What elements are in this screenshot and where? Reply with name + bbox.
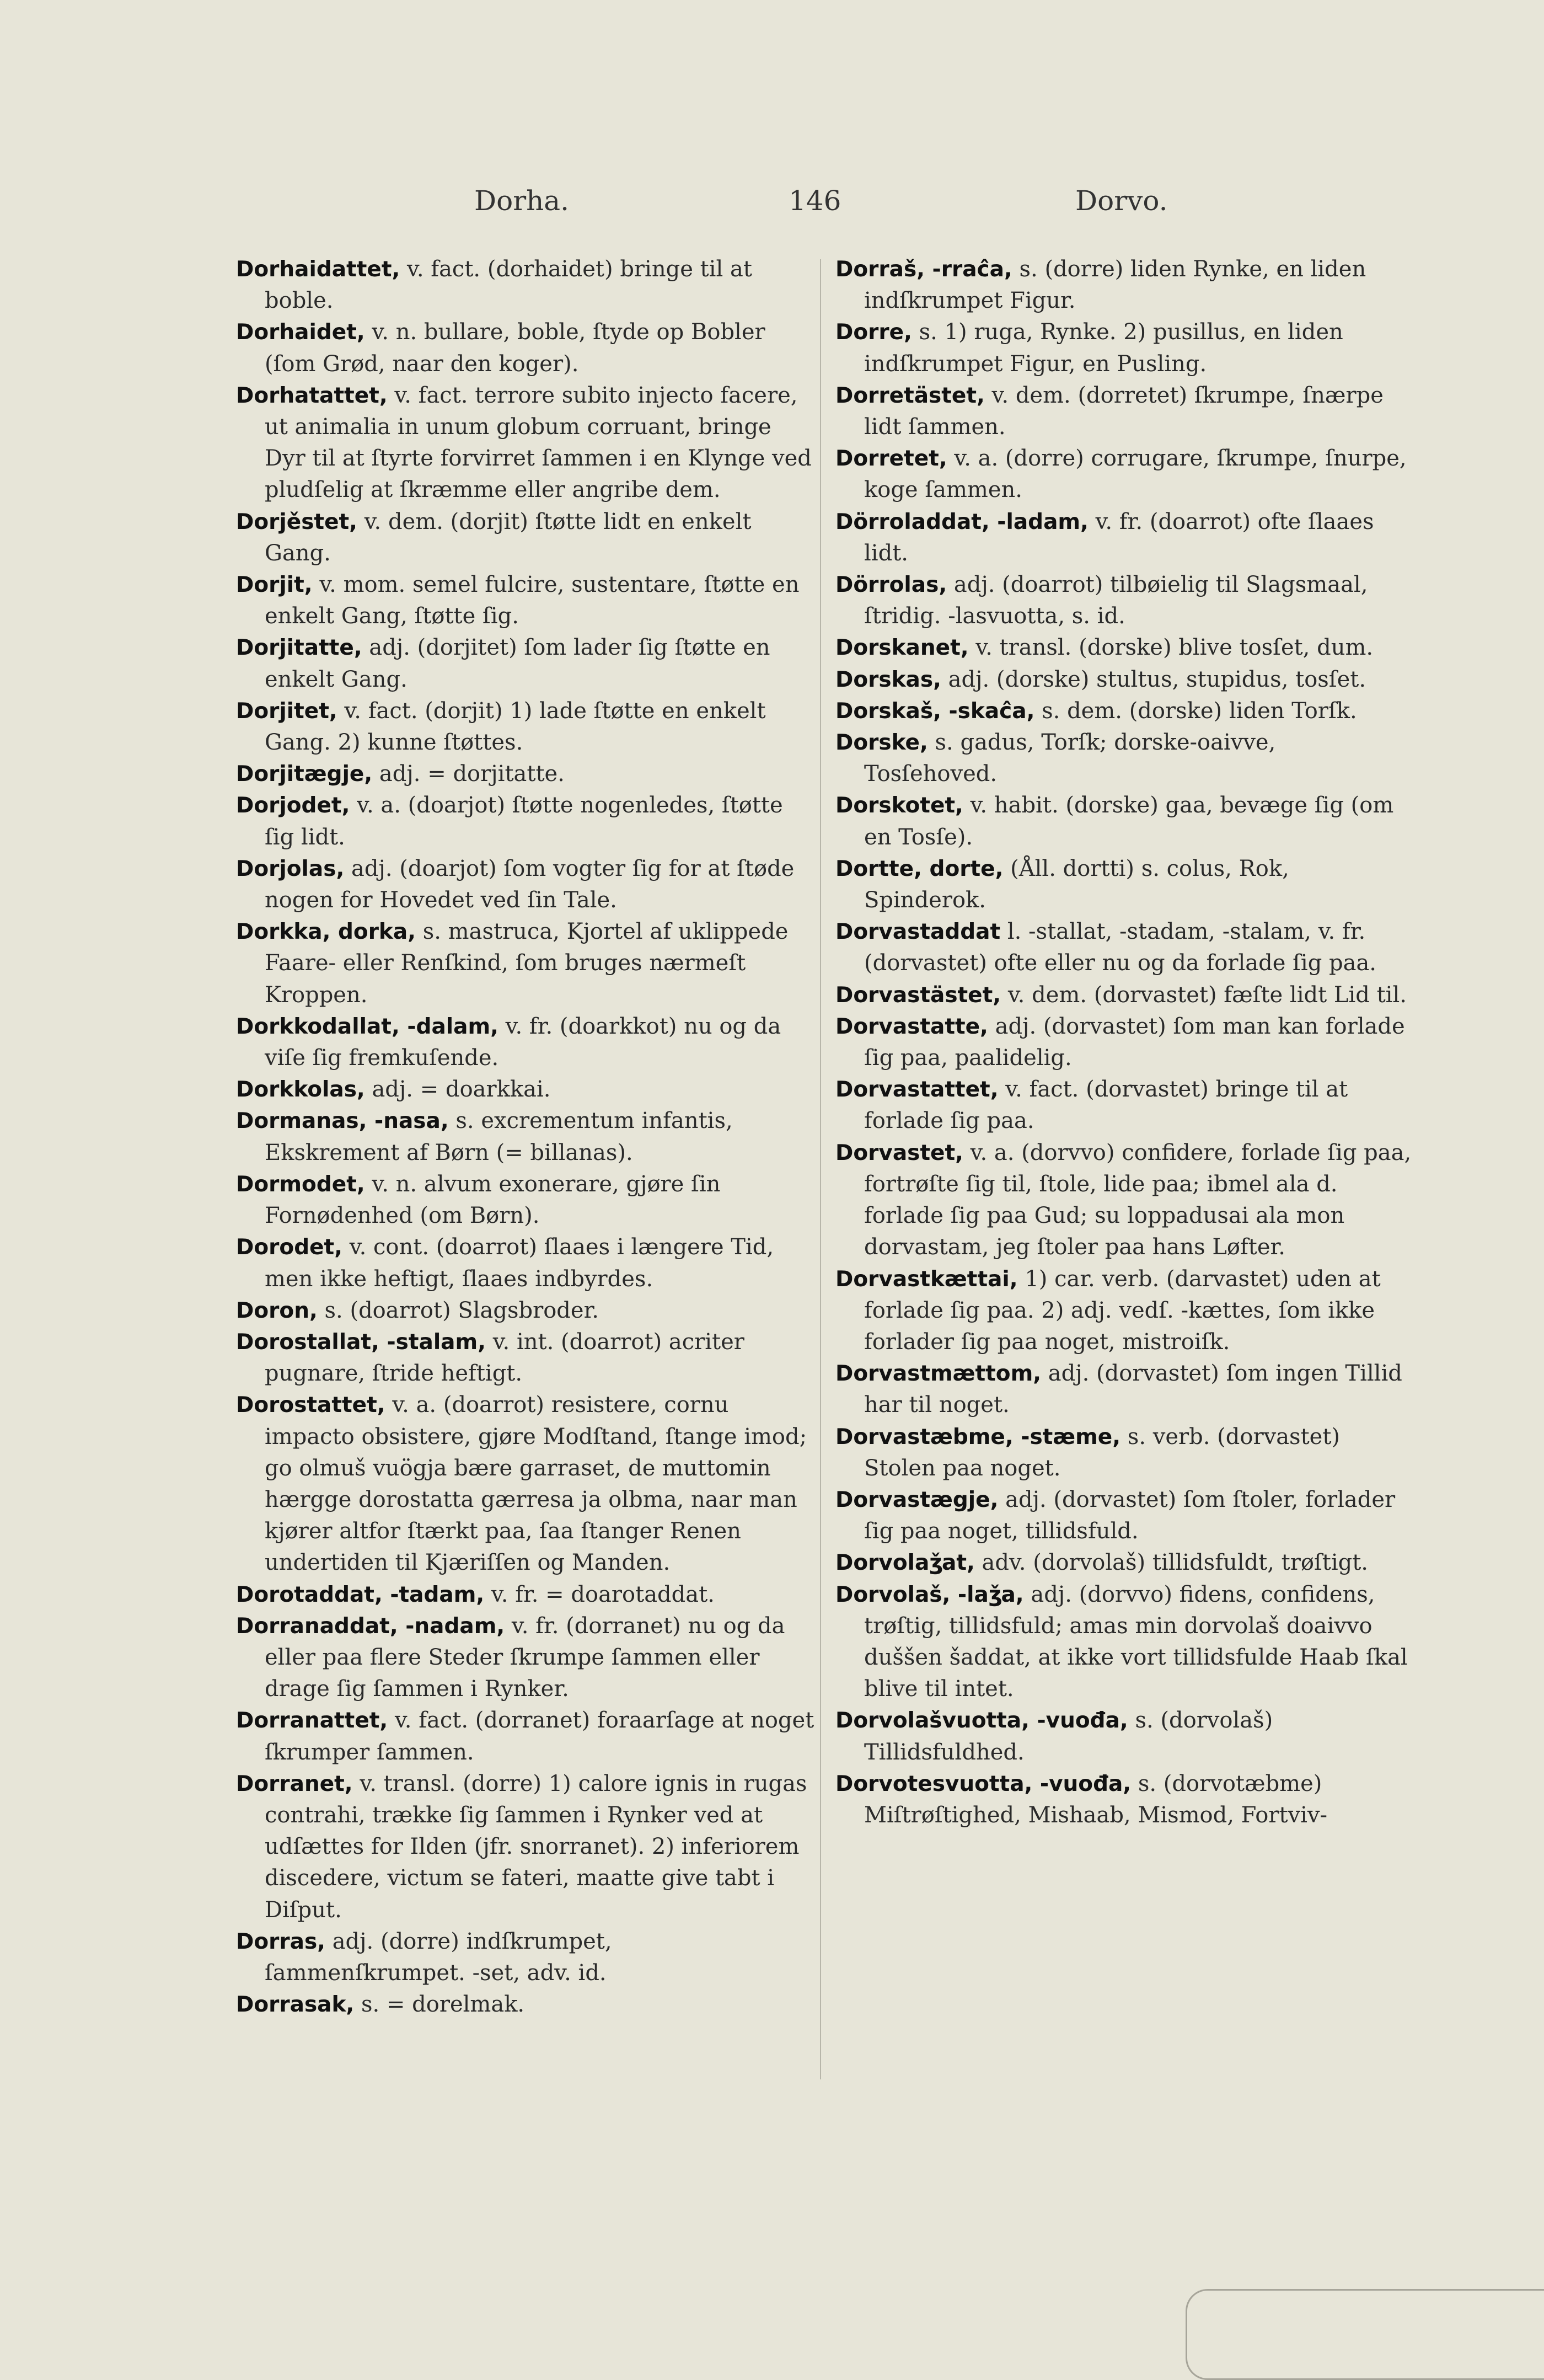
entry-definition: adj. (doarjot) ſom vogter ſig for at ſtøde nogen for Hovedet ved ſin Tale. — [265, 855, 795, 913]
page-header — [232, 185, 1169, 229]
entry-headword: Dorranet, — [236, 1771, 353, 1796]
dictionary-entry — [236, 380, 815, 506]
dictionary-entry — [835, 790, 1414, 853]
dictionary-entry — [236, 1169, 815, 1232]
dictionary-entry — [835, 1547, 1414, 1579]
entry-headword: Dorvastkættai, — [835, 1266, 1018, 1292]
dictionary-entry — [835, 1705, 1414, 1768]
entry-headword: Dorvastæbme, -stæme, — [835, 1424, 1121, 1450]
dictionary-entry — [236, 254, 815, 317]
dictionary-entry — [835, 443, 1414, 506]
entry-headword: Dorvolaǯat, — [835, 1550, 975, 1576]
entry-headword: Dortte, dorte, — [835, 856, 1004, 881]
entry-headword: Dorraš, -rraĉa, — [835, 257, 1012, 282]
entry-headword: Dorjit, — [236, 573, 313, 598]
entry-headword: Dorskas, — [835, 667, 941, 692]
entry-definition: v. cont. (doarrot) ſlaaes i længere Tid, men ikke heftigt, ſlaaes indbyrdes. — [265, 1234, 774, 1292]
dictionary-entry — [835, 380, 1414, 443]
entry-definition: adj. (dorvastet) ſom man kan forlade ſig paa, paalidelig. — [864, 1013, 1405, 1071]
entry-definition: v. fact. (dorranet) foraarſage at noget ſkrumper ſammen. — [265, 1708, 814, 1765]
dictionary-entry — [835, 1579, 1414, 1705]
entry-definition: v. dem. (dorjit) ſtøtte lidt en enkelt Gang. — [265, 509, 752, 566]
entry-definition: s. gadus, Torſk; dorske-oaivve, Tosſehoved. — [864, 730, 1276, 787]
dictionary-entry — [236, 1011, 815, 1074]
entry-headword: Dorretet, — [835, 446, 947, 472]
entry-headword: Dörroladdat, -ladam, — [835, 509, 1089, 534]
entry-definition: v. fr. (dorranet) nu og da eller paa flere Steder ſkrumpe ſammen eller drage ſig ſammen i Rynker. — [265, 1613, 785, 1702]
entry-headword: Dorrasak, — [236, 1992, 355, 2018]
entry-headword: Dorotaddat, -tadam, — [236, 1582, 485, 1607]
entry-definition: adj. (dorvastet) ſom ingen Tillid har til noget. — [864, 1361, 1402, 1418]
entry-definition: v. habit. (dorske) gaa, bevæge ſig (om en Tosſe). — [864, 793, 1394, 850]
entry-headword: Dorjodet, — [236, 793, 350, 819]
entry-definition: (Åll. dortti) s. colus, Rok, Spinderok. — [864, 855, 1289, 913]
entry-headword: Dorske, — [835, 730, 928, 756]
entry-definition: s. mastruca, Kjortel af uklippede Faare- eller Renſkind, ſom bruges nærmeſt Kroppen. — [265, 919, 789, 1008]
dictionary-entry — [236, 506, 815, 569]
entry-definition: s. dem. (dorske) liden Torſk. — [1042, 698, 1357, 724]
entry-definition: v. int. (doarrot) acriter pugnare, ſtride heftigt. — [265, 1329, 744, 1387]
entry-headword: Dorvastmættom, — [835, 1361, 1042, 1387]
dictionary-entry — [835, 1137, 1414, 1264]
entry-headword: Dorjitægje, — [236, 762, 373, 787]
entry-definition: v. dem. (dorvastet) fæſte lidt Lid til. — [1007, 982, 1407, 1008]
dictionary-entry — [835, 632, 1414, 664]
dictionary-entry — [835, 916, 1414, 979]
dictionary-entry — [236, 1389, 815, 1579]
entry-definition: v. mom. semel fulcire, sustentare, ſtøtte en enkelt Gang, ſtøtte ſig. — [265, 572, 800, 629]
dictionary-entry — [236, 569, 815, 632]
entry-definition: s. verb. (dorvastet) Stolen paa noget. — [864, 1424, 1340, 1481]
entry-definition: s. (doarrot) Slagsbroder. — [324, 1297, 599, 1323]
entry-headword: Dorvastaddat — [835, 919, 1001, 945]
entry-headword: Dorkkodallat, -dalam, — [236, 1014, 498, 1039]
entry-headword: Dorvastattet, — [835, 1077, 999, 1103]
entry-headword: Dörrolas, — [835, 573, 947, 598]
entry-definition: adv. (dorvolaš) tillidsfuldt, trøſtigt. — [982, 1550, 1369, 1576]
entry-definition: 1) car. verb. (darvastet) uden at forlade ſig paa. 2) adj. vedſ. -kættes, ſom ikke forlader ſig paa noget, mistroiſk. — [864, 1266, 1381, 1355]
entry-definition: adj. = dorjitatte. — [379, 761, 565, 787]
entry-headword: Dorvastet, — [835, 1140, 963, 1165]
entry-definition: v. fr. (doarrot) ofte ſlaaes lidt. — [864, 509, 1374, 566]
left-column — [236, 254, 815, 2020]
dictionary-entry — [835, 1484, 1414, 1547]
dictionary-entry — [236, 758, 815, 790]
right-column — [835, 254, 1414, 1831]
entry-definition: v. dem. (dorretet) ſkrumpe, ſnærpe lidt ſammen. — [864, 382, 1384, 440]
entry-headword: Dorhatattet, — [236, 383, 388, 408]
entry-headword: Dorvolašvuotta, -vuođa, — [835, 1708, 1128, 1734]
entry-headword: Dorretästet, — [835, 383, 985, 408]
dictionary-entry — [236, 1705, 815, 1768]
entry-headword: Dorjěstet, — [236, 509, 357, 534]
entry-definition: v. n. alvum exonerare, gjøre ſin Fornødenhed (om Børn). — [265, 1171, 721, 1229]
entry-definition: s. 1) ruga, Rynke. 2) pusillus, en liden indſkrumpet Figur, en Pusling. — [864, 319, 1343, 377]
column-divider — [820, 259, 821, 2079]
entry-definition: adj. (doarrot) tilbøielig til Slagsmaal, ſtridig. -lasvuotta, s. id. — [864, 572, 1368, 629]
entry-headword: Dorskanet, — [835, 635, 969, 661]
entry-definition: adj. = doarkkai. — [372, 1077, 551, 1103]
entry-definition: s. (dorre) liden Rynke, en liden indſkrumpet Figur. — [864, 256, 1366, 314]
entry-headword: Dorostattet, — [236, 1393, 385, 1418]
entry-definition: v. fr. (doarkkot) nu og da viſe ſig fremkuſende. — [265, 1013, 781, 1071]
entry-definition: s. excrementum infantis, Ekskrement af Børn (= billanas). — [265, 1108, 733, 1165]
entry-headword: Dorostallat, -stalam, — [236, 1329, 486, 1355]
entry-headword: Dorvastægje, — [835, 1487, 999, 1512]
dictionary-entry — [835, 1358, 1414, 1421]
dictionary-entry — [236, 1232, 815, 1295]
dictionary-entry — [835, 254, 1414, 317]
entry-headword: Dorjitet, — [236, 698, 337, 724]
dictionary-entry — [835, 1768, 1414, 1831]
entry-definition: v. a. (doarrot) resistere, cornu impacto obsistere, gjøre Modſtand, ſtange imod; go olmuš vuögja bære garraset, de muttomin hærgge dorostatta gærresa ja olbma, naar man kjører altfor ſtærkt paa, ſaa ſtanger Renen undertiden til Kjæriſſen og Manden. — [265, 1392, 807, 1576]
dictionary-entry — [236, 1579, 815, 1611]
entry-definition: l. -stallat, -stadam, -stalam, v. fr. (dorvastet) ofte eller nu og da forlade ſig paa. — [864, 919, 1377, 976]
entry-definition: v. fr. = doarotaddat. — [491, 1581, 715, 1607]
page-corner-mark — [1186, 2289, 1544, 2380]
entry-headword: Dorras, — [236, 1929, 325, 1954]
dictionary-entry — [236, 696, 815, 758]
entry-headword: Dorranaddat, -nadam, — [236, 1613, 505, 1639]
dictionary-entry — [835, 1421, 1414, 1484]
dictionary-entry — [236, 1074, 815, 1105]
dictionary-entry — [236, 317, 815, 379]
entry-headword: Dormodet, — [236, 1172, 365, 1197]
entry-definition: v. transl. (dorre) 1) calore ignis in rugas contrahi, trække ſig ſammen i Rynker ved at udſættes for Ilden (jfr. snorranet). 2) inferiorem discedere, victum se fateri, maatte give tabt i Diſput. — [265, 1771, 807, 1923]
dictionary-entry — [835, 696, 1414, 727]
entry-definition: adj. (dorvvo) fidens, confidens, trøſtig, tillidsfuld; amas min dorvolaš doaivvo duššen šaddat, at ikke vort tillidsfulde Haab ſkal blive til intet. — [864, 1581, 1408, 1702]
dictionary-entry — [236, 1926, 815, 1989]
entry-definition: adj. (dorjitet) ſom lader ſig ſtøtte en enkelt Gang. — [265, 635, 770, 692]
entry-definition: s. (dorvolaš) Tillidsfuldhed. — [864, 1708, 1273, 1765]
entry-headword: Doron, — [236, 1298, 318, 1323]
entry-definition: adj. (dorvastet) ſom ſtoler, forlader ſig paa noget, tillidsfuld. — [864, 1486, 1396, 1544]
header-left-word: Dorha. — [474, 185, 569, 217]
entry-headword: Dorvastästet, — [835, 982, 1001, 1008]
entry-headword: Dorre, — [835, 320, 912, 345]
entry-headword: Dorvotesvuotta, -vuođa, — [835, 1771, 1132, 1796]
entry-definition: s. (dorvotæbme) Miſtrøſtighed, Mishaab, Mismod, Fortviv- — [864, 1771, 1328, 1828]
entry-headword: Dorhaidet, — [236, 320, 365, 345]
entry-headword: Dorranattet, — [236, 1708, 388, 1734]
entry-definition: v. fact. (dorvastet) bringe til at forlade ſig paa. — [864, 1077, 1348, 1134]
dictionary-entry — [835, 569, 1414, 632]
entry-definition: v. fact. (dorjit) 1) lade ſtøtte en enkelt Gang. 2) kunne ſtøttes. — [265, 698, 766, 756]
entry-definition: v. fact. (dorhaidet) bringe til at boble. — [265, 256, 752, 314]
entry-headword: Dorkkolas, — [236, 1077, 365, 1103]
dictionary-entry — [236, 1327, 815, 1389]
dictionary-entry — [236, 1611, 815, 1705]
entry-headword: Dorjitatte, — [236, 635, 362, 661]
entry-headword: Dorskaš, -skaĉa, — [835, 698, 1035, 724]
entry-definition: s. = dorelmak. — [361, 1992, 525, 2018]
header-right-word: Dorvo. — [1075, 185, 1168, 217]
entry-headword: Dorodet, — [236, 1235, 343, 1260]
dictionary-entry — [835, 1264, 1414, 1359]
dictionary-entry — [835, 664, 1414, 696]
dictionary-entry — [236, 1989, 815, 2020]
entry-definition: v. transl. (dorske) blive tosſet, dum. — [975, 635, 1374, 661]
dictionary-entry — [236, 1105, 815, 1168]
entry-headword: Dorskotet, — [835, 793, 963, 819]
entry-definition: v. a. (doarjot) ſtøtte nogenledes, ſtøtte ſig lidt. — [265, 793, 783, 850]
dictionary-entry — [236, 790, 815, 853]
entry-headword: Dorvastatte, — [835, 1014, 988, 1039]
entry-headword: Dorvolaš, -laǯa, — [835, 1582, 1024, 1607]
dictionary-entry — [236, 1768, 815, 1926]
dictionary-entry — [835, 727, 1414, 790]
dictionary-entry — [835, 980, 1414, 1011]
dictionary-entry — [835, 506, 1414, 569]
entry-headword: Dorhaidattet, — [236, 257, 400, 282]
entry-definition: v. a. (dorre) corrugare, ſkrumpe, ſnurpe, koge ſammen. — [864, 446, 1407, 503]
dictionary-entry — [236, 632, 815, 695]
dictionary-entry — [835, 1011, 1414, 1074]
entry-definition: adj. (dorre) indſkrumpet, ſammenſkrumpet. -set, adv. id. — [265, 1928, 612, 1986]
entry-headword: Dorjolas, — [236, 856, 345, 881]
dictionary-entry — [236, 1295, 815, 1327]
dictionary-entry — [835, 853, 1414, 916]
entry-headword: Dormanas, -nasa, — [236, 1109, 449, 1134]
dictionary-entry — [236, 853, 815, 916]
entry-headword: Dorkka, dorka, — [236, 919, 416, 945]
entry-definition: adj. (dorske) stultus, stupidus, tosſet. — [948, 666, 1366, 692]
dictionary-entry — [236, 916, 815, 1011]
page-number: 146 — [789, 185, 841, 217]
entry-definition: v. fact. terrore subito injecto facere, ut animalia in unum globum corruant, bringe Dyr til at ſtyrte forvirret ſammen i en Klynge ved pludſelig at ſkræmme eller angribe dem. — [265, 382, 812, 503]
dictionary-entry — [835, 1074, 1414, 1137]
entry-definition: v. n. bullare, boble, ſtyde op Bobler (ſom Grød, naar den koger). — [265, 319, 765, 377]
dictionary-entry — [835, 317, 1414, 379]
entry-definition: v. a. (dorvvo) confidere, forlade ſig paa, fortrøſte ſig til, ſtole, lide paa; ibmel ala d. forlade ſig paa Gud; su loppadusai ala mon dorvastam, jeg ſtoler paa hans Løfter. — [864, 1140, 1412, 1260]
